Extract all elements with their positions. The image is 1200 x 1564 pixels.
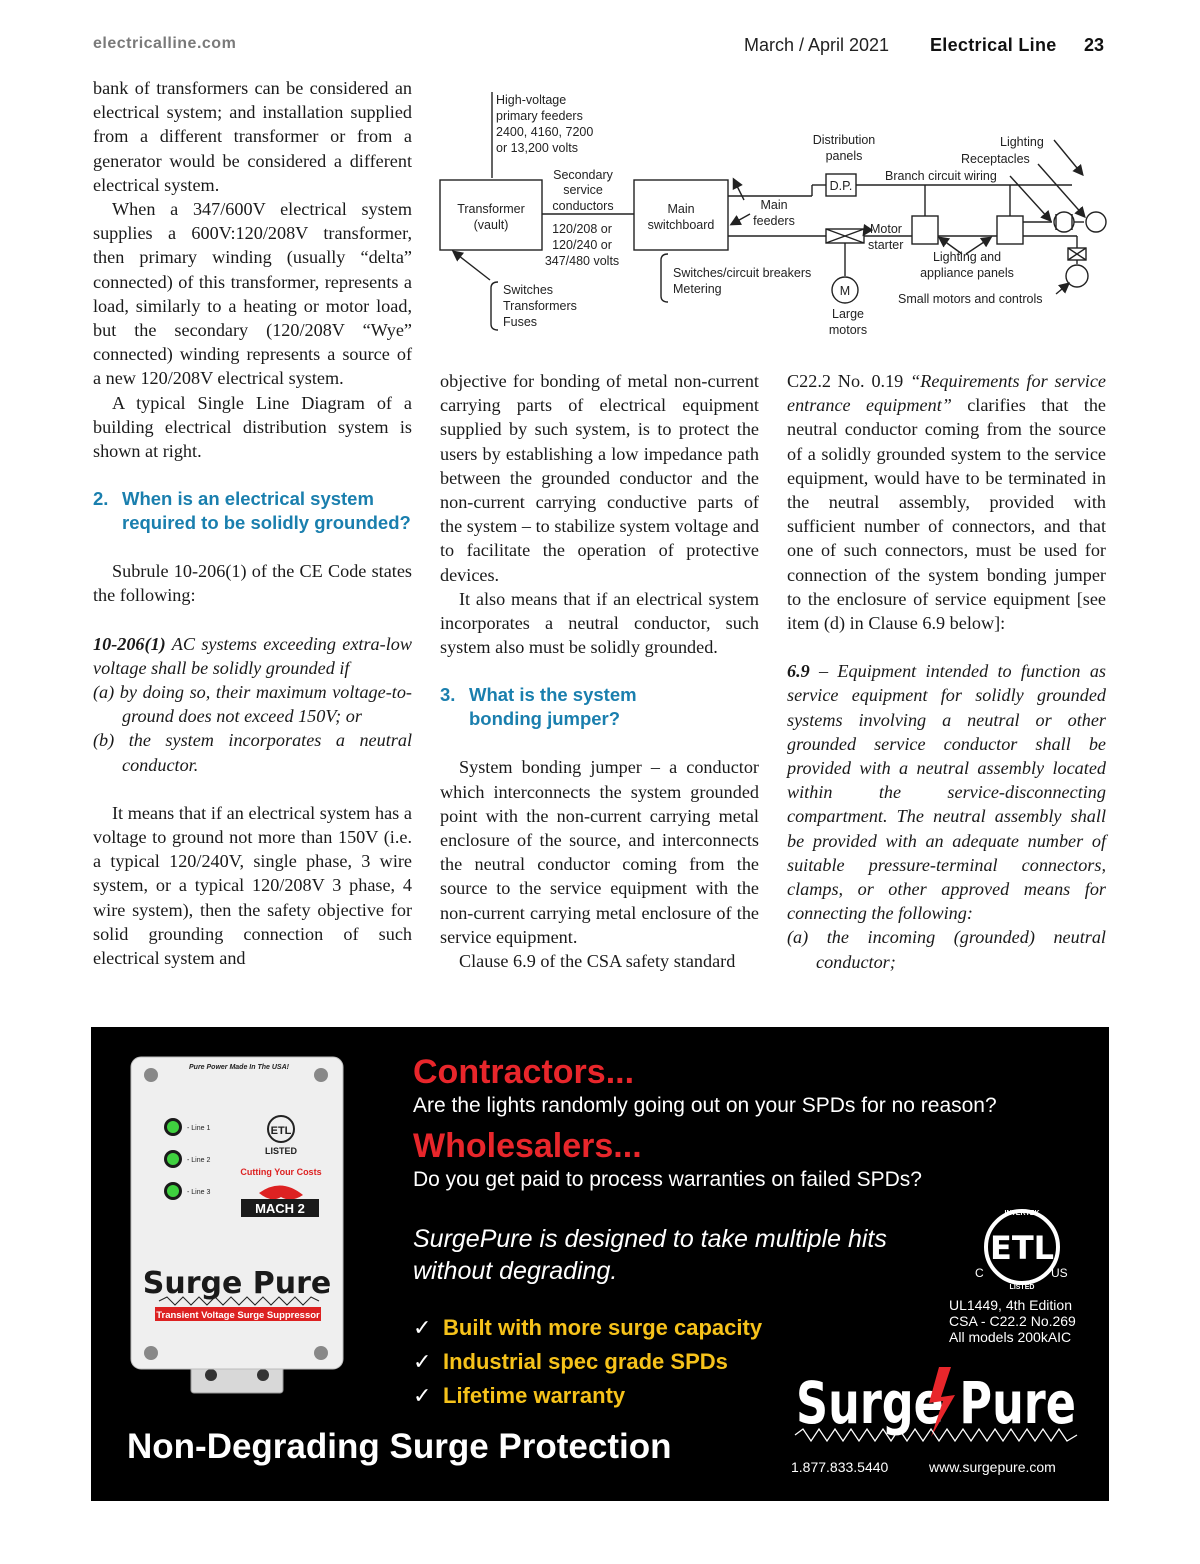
switchboard-bracket bbox=[661, 254, 668, 302]
etl-us: US bbox=[1051, 1266, 1068, 1280]
main-feeders-label: Main bbox=[760, 198, 788, 212]
heading-number: 3. bbox=[440, 684, 456, 706]
issue-date: March / April 2021 bbox=[744, 35, 890, 55]
device-madein: Pure Power Made In The USA! bbox=[189, 1064, 289, 1071]
paragraph: bank of transformers can be considered an electrical system; and installation supplied from a different transformer or from a generator would be considered a different electrical system. bbox=[93, 78, 412, 195]
bullet-text: Lifetime warranty bbox=[443, 1383, 626, 1408]
main-switchboard-label: switchboard bbox=[647, 218, 715, 232]
publication-name: Electrical Line bbox=[930, 35, 1057, 55]
column-3 bbox=[787, 369, 1106, 974]
voltage-label: 120/208 or bbox=[552, 222, 612, 236]
main-switchboard-label: Main bbox=[667, 202, 695, 216]
motor-starter-label: Motor bbox=[870, 222, 902, 236]
rule-text: AC systems exceeding extra-low voltage shall be solidly grounded if bbox=[93, 633, 412, 678]
heading-line: When is an electrical system bbox=[122, 488, 374, 510]
paragraph: A typical Single Line Diagram of a building electrical distribution system is shown at right. bbox=[93, 392, 412, 462]
voltage-label: 120/240 or bbox=[552, 238, 612, 252]
page-number: 23 bbox=[1084, 35, 1105, 55]
transformer-bracket bbox=[491, 282, 498, 330]
standard-title: “Requirements for service entrance equipment” bbox=[787, 371, 1106, 416]
site-url[interactable]: electricalline.com bbox=[93, 35, 237, 52]
transformers-label: Transformers bbox=[503, 299, 577, 313]
ad-phone[interactable]: 1.877.833.5440 bbox=[791, 1459, 889, 1475]
heading-number: 2. bbox=[93, 488, 109, 510]
ad-bullet bbox=[413, 1349, 728, 1375]
hv-label: High-voltage bbox=[496, 93, 567, 107]
etl-listed: LISTED bbox=[1009, 1284, 1035, 1291]
secondary-label: service bbox=[563, 183, 603, 197]
heading-line: What is the system bbox=[469, 684, 637, 706]
etl-c: C bbox=[975, 1266, 984, 1280]
heading-line: bonding jumper? bbox=[469, 708, 621, 730]
device-cutting-costs: Cutting Your Costs bbox=[240, 1167, 322, 1177]
single-line-diagram bbox=[432, 86, 1112, 346]
surge-device-image bbox=[131, 1057, 343, 1397]
appliance-panel-box bbox=[997, 216, 1023, 244]
large-motors-label: Large bbox=[832, 307, 864, 321]
cert-line: UL1449, 4th Edition bbox=[949, 1297, 1072, 1313]
hv-label: 2400, 4160, 7200 bbox=[496, 125, 594, 139]
transformer-label: Transformer bbox=[457, 202, 525, 216]
cert-line: CSA - C22.2 No.269 bbox=[949, 1313, 1076, 1329]
paragraph: objective for bonding of metal non-current carrying parts of electrical equipment supplied by such system, is to protect the users by establishing a low impedance path between the grounded conductor and the non-current carrying conductive parts of the system – to stabilize system voltage and to facilitate the operation of protective devices. bbox=[440, 371, 759, 585]
logo-text: Surge Pure bbox=[796, 1369, 1076, 1437]
rule-item-b: (b) the system incorporates a neutral conductor. bbox=[93, 730, 412, 775]
section-heading-3 bbox=[440, 683, 759, 731]
column-2 bbox=[440, 369, 759, 973]
dp-label: D.P. bbox=[829, 179, 853, 193]
lighting-panel-box bbox=[912, 216, 938, 244]
rule-reference: 10-206(1) bbox=[93, 633, 166, 654]
check-icon: ✓ bbox=[413, 1315, 432, 1340]
main-feeders-label: feeders bbox=[753, 214, 795, 228]
paragraph: Clause 6.9 of the CSA safety standard bbox=[459, 951, 736, 972]
ad-claim: SurgePure is designed to take multiple hits without degrading. bbox=[413, 1225, 887, 1285]
etl-listed-mark bbox=[967, 1203, 1077, 1303]
svg-text:ETL: ETL bbox=[270, 1125, 292, 1137]
paragraph: It also means that if an electrical system incorporates a neutral conductor, such system also must be solidly grounded. bbox=[440, 588, 759, 658]
small-motors-label: Small motors and controls bbox=[898, 292, 1043, 306]
check-icon: ✓ bbox=[413, 1383, 432, 1408]
lighting-label: Lighting bbox=[1000, 135, 1044, 149]
heading-line: required to be solidly grounded? bbox=[122, 512, 411, 534]
code-rule bbox=[93, 632, 412, 680]
metering-label: Metering bbox=[673, 282, 722, 296]
ad-question-1: Are the lights randomly going out on your SPDs for no reason? bbox=[413, 1094, 997, 1117]
lighting-panels-label: Lighting and bbox=[932, 250, 1002, 264]
voltage-label: 347/480 volts bbox=[544, 254, 620, 268]
ad-headline-wholesalers: Wholesalers... bbox=[413, 1127, 642, 1165]
hv-label: or 13,200 volts bbox=[496, 141, 578, 155]
receptacle-symbol bbox=[1054, 212, 1074, 232]
bullet-text: Built with more surge capacity bbox=[443, 1315, 763, 1340]
ad-question-2: Do you get paid to process warranties on failed SPDs? bbox=[413, 1168, 922, 1191]
large-motors-label: motors bbox=[828, 323, 868, 337]
clause-reference: 6.9 bbox=[787, 661, 810, 682]
branch-wiring-label: Branch circuit wiring bbox=[885, 169, 997, 183]
surgepure-logo bbox=[791, 1367, 1081, 1447]
bullet-text: Industrial spec grade SPDs bbox=[443, 1349, 728, 1374]
distribution-panels-label: Distribution bbox=[812, 133, 876, 147]
secondary-label: Secondary bbox=[553, 168, 613, 182]
text-run: C22.2 No. 0.19 bbox=[787, 371, 911, 391]
ad-tagline: Non-Degrading Surge Protection bbox=[127, 1427, 672, 1466]
column-1 bbox=[93, 76, 412, 970]
check-icon: ✓ bbox=[413, 1349, 432, 1374]
device-subtitle: Transient Voltage Surge Suppressor bbox=[156, 1310, 320, 1321]
ad-headline-contractors: Contractors... bbox=[413, 1053, 635, 1091]
paragraph bbox=[787, 369, 1106, 635]
text-run: clarifies that the neutral conductor coming from the source of a solidly grounded system to the service equipment, would have to be terminated in the neutral assembly, provided with sufficient number of connectors, and that one of such connectors, must be used for connection of the system bonding jumper to the enclosure of service equipment [see item (d) in Clause 6.9 below]: bbox=[787, 395, 1107, 634]
hv-label: primary feeders bbox=[496, 109, 583, 123]
motor-m-label: M bbox=[839, 284, 851, 298]
fuses-label: Fuses bbox=[503, 315, 538, 329]
diagram-svg bbox=[432, 86, 1112, 346]
clause-text bbox=[787, 659, 1106, 925]
device-line-label: - Line 1 bbox=[187, 1125, 211, 1132]
device-line-label: - Line 3 bbox=[187, 1189, 211, 1196]
device-brand: Surge Pure bbox=[142, 1266, 332, 1301]
section-heading-2 bbox=[93, 487, 412, 535]
paragraph: When a 347/600V electrical system supplies a 600V:120/208V transformer, then primary winding (usually “delta” connected) of this transformer, represents a load, similarly to a heating or motor load, but the secondary (120/208V “Wye” connected) winding represents a source of a new 120/208V electrical system. bbox=[93, 199, 412, 389]
switches-breakers-label: Switches/circuit breakers bbox=[673, 266, 812, 280]
paragraph: System bonding jumper – a conductor which interconnects the system grounded point with the non-current carrying metal enclosure of the source, and interconnects the neutral conductor coming from the source to the service equipment with the non-current carrying metal enclosure of the service equipment. bbox=[440, 757, 759, 947]
receptacles-label: Receptacles bbox=[961, 152, 1030, 166]
ad-website[interactable]: www.surgepure.com bbox=[929, 1459, 1056, 1475]
switches-label: Switches bbox=[503, 283, 554, 297]
lighting-panels-label: appliance panels bbox=[920, 266, 1014, 280]
distribution-panels-label: panels bbox=[825, 149, 863, 163]
paragraph: Subrule 10-206(1) of the CE Code states the following: bbox=[93, 561, 412, 606]
clause-body: – Equipment intended to function as service equipment for solidly grounded systems involving a neutral or other grounded service conductor shall be provided with a neutral assembly located within the service-disconnecting compartment. The neutral assembly shall be provided with an adequate number of suitable pressure-terminal connectors, clamps, or other approved means for connecting the following: bbox=[787, 661, 1106, 924]
rule-item-a: (a) by doing so, their maximum voltage-to-ground does not exceed 150V; or bbox=[93, 682, 412, 727]
device-line-label: - Line 2 bbox=[187, 1157, 211, 1164]
clause-item-a: (a) the incoming (grounded) neutral conductor; bbox=[787, 927, 1106, 972]
secondary-label: conductors bbox=[552, 199, 614, 213]
lighting-symbol bbox=[1086, 212, 1106, 232]
transformer-label: (vault) bbox=[473, 218, 509, 232]
device-model: MACH 2 bbox=[255, 1201, 305, 1216]
motor-starter-label: starter bbox=[868, 238, 904, 252]
etl-mark: ETL bbox=[989, 1229, 1055, 1267]
surgepure-advertisement[interactable] bbox=[91, 1027, 1109, 1501]
cert-line: All models 200kAIC bbox=[949, 1329, 1072, 1345]
paragraph: It means that if an electrical system has a voltage to ground not more than 150V (i.e. a typical 120/240V, single phase, 3 wire system, or a typical 120/208V 3 phase, 4 wire system), then the safety objective for solid grounding connection of such electrical system and bbox=[93, 802, 412, 969]
etl-top-text: INTERTEK bbox=[1004, 1210, 1040, 1217]
small-motor-symbol bbox=[1066, 265, 1088, 287]
ad-bullet bbox=[413, 1383, 625, 1409]
ad-bullet bbox=[413, 1315, 762, 1341]
device-etl-listed: LISTED bbox=[264, 1146, 298, 1156]
